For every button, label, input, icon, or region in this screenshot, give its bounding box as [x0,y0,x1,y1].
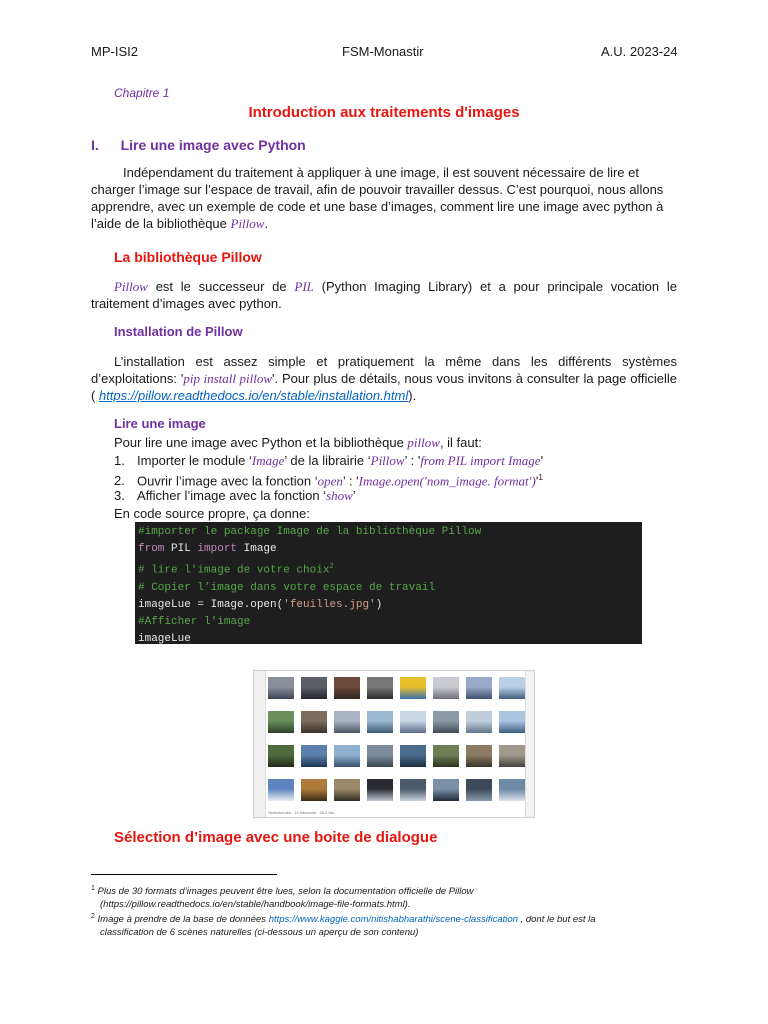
footnote-1-mark: 1 [91,885,95,892]
step-3 [114,487,356,504]
gallery-thumbnail [334,779,360,801]
gallery-thumbnail [400,677,426,699]
gallery-thumbnail [334,745,360,767]
pillow-desc-pil: PIL [294,279,314,294]
step-text: Ouvrir l’image avec la fonction ‘ [137,473,318,489]
footnote-2-text-end: , dont le but est la [517,914,596,926]
gallery-thumbnail [400,745,426,767]
pillow-heading: La bibliothèque Pillow [114,249,262,265]
footnote-ref-1: 1 [538,473,543,482]
gallery-thumbnail [367,779,393,801]
step-number: 1. [114,453,125,468]
gallery-thumbnail [466,745,492,767]
install-heading: Installation de Pillow [114,324,243,339]
step-text: ’ [352,488,356,503]
section-title: Lire une image avec Python [120,137,306,153]
gallery-thumbnail [466,779,492,801]
install-text2: '. Pour plus de détails, nous vous invitons à consulter la page officielle ( [91,371,678,403]
section-number: I. [91,137,99,153]
code-line-1: #importer le package Image de la bibliothèque Pillow [138,526,482,538]
step-function: open [317,473,343,489]
gallery-thumbnail [268,711,294,733]
gallery-thumbnail [268,779,294,801]
gallery-thumbnail [433,711,459,733]
gallery-thumbnail [301,677,327,699]
gallery-thumbnail [268,677,294,699]
pillow-desc-pillow: Pillow [114,279,148,294]
gallery-thumbnail [499,677,525,699]
gallery-thumbnail [499,711,525,733]
step-number: 2. [114,473,125,489]
code-string: 'feuilles.jpg' [283,598,376,611]
code-line-2 [138,541,642,558]
header-left: MP-ISI2 [91,44,138,59]
code-line-6: #Afficher l'image [138,616,251,629]
gallery-thumbnail [499,779,525,801]
pillow-desc-text1: est le successeur de [147,279,295,294]
section-heading [91,137,306,153]
gallery-thumbnail [334,677,360,699]
footnote-1-text: Plus de 30 formats d’images peuvent être lues, selon la documentation officielle de Pillow [97,886,474,898]
read-intro-pillow: pillow [407,435,440,450]
read-intro [114,434,482,451]
gallery-thumbnail [301,745,327,767]
header-center: FSM-Monastir [342,44,424,59]
footnote-2-mark: 2 [91,913,95,920]
code-text: imageLue = Image.open( [138,598,284,611]
gallery-thumbnail [433,779,459,801]
step-text: Afficher l’image avec la fonction ‘ [137,488,327,503]
selection-heading: Sélection d’image avec une boite de dialogue [114,829,438,846]
step-text: ’ : ' [342,473,359,489]
gallery-thumbnail [433,745,459,767]
image-gallery-screenshot [253,670,535,818]
footnote-2 [91,910,681,939]
step-text: Importer le module ‘ [137,453,252,468]
footnote-1-link[interactable]: (https://pillow.readthedocs.io/en/stable/handbook/image-file-formats.html). [100,899,411,911]
gallery-thumbnail [400,711,426,733]
code-line-4: # Copier l’image dans votre espace de travail [138,581,436,594]
intro-paragraph [91,164,677,232]
gallery-thumbnail [334,711,360,733]
code-line-5 [138,597,642,614]
intro-pillow: Pillow [230,216,265,231]
code-text: PIL [164,543,198,556]
step-code: from PIL import Image [420,453,541,468]
step-function: show [326,488,353,503]
footnote-2-text: Image à prendre de la base de données [97,914,269,926]
pillow-desc-text2: (Python Imaging Library) et a pour principale vocation le traitement d’images avec python. [91,279,677,311]
code-keyword: import [197,543,238,556]
install-link[interactable]: https://pillow.readthedocs.io/en/stable/installation.html [98,388,409,403]
gallery-status: Sélectionnés : 24 éléments · 26,2 Mo [268,810,335,815]
install-text1: L’installation est assez simple et pratiquement la même dans les différents systèmes d’exploitations: ' [91,354,677,386]
gallery-thumbnail [499,745,525,767]
code-comment: # lire l'image de votre choix [138,564,330,577]
install-text3: ). [408,388,417,403]
footnote-1 [91,882,681,911]
page-title-text: Introduction aux traitements d'images [248,104,520,121]
step-text: ’ de la librairie ‘ [284,453,371,468]
gallery-thumbnail [367,711,393,733]
code-line-3 [138,559,642,580]
gallery-scrollbar [525,671,534,817]
step-library: Pillow [370,453,405,468]
gallery-thumbnail [466,711,492,733]
code-line-7: imageLue [138,633,191,646]
code-intro: En code source propre, ça donne: [114,506,310,521]
gallery-thumbnail [466,677,492,699]
install-command: pip install pillow [183,371,273,386]
page-title [0,104,768,121]
gallery-thumbnail [433,677,459,699]
step-text: ' [540,453,544,468]
code-text: Image [237,543,277,556]
step-module: Image [251,453,285,468]
step-text: ’ : ' [404,453,421,468]
gallery-sidebar [254,671,266,817]
footnote-2-line2: classification de 6 scènes naturelles (ci-dessous un aperçu de son contenu) [100,927,419,939]
install-paragraph [91,353,677,404]
gallery-thumbnail [367,745,393,767]
intro-end: . [264,216,269,231]
gallery-thumbnail [301,711,327,733]
step-number: 3. [114,488,125,503]
read-intro-text2: , il faut: [439,435,482,450]
header-right: A.U. 2023-24 [601,44,678,59]
code-block [135,522,642,644]
gallery-thumbnail [301,779,327,801]
read-intro-text1: Pour lire une image avec Python et la bibliothèque [114,435,408,450]
footnote-2-link[interactable]: https://www.kaggle.com/nitishabharathi/scene-classification [268,914,518,926]
gallery-thumbnail [400,779,426,801]
footnote-ref-2: 2 [329,562,334,571]
pillow-description [91,278,677,312]
step-1 [114,452,543,469]
step-text: ' [535,473,539,489]
gallery-thumbnail [367,677,393,699]
read-heading: Lire une image [114,416,206,431]
footnote-separator [91,874,277,875]
intro-text: Indépendament du traitement à appliquer à une image, il est souvent nécessaire de lire et charger l’image sur l’espace de travail, afin de pouvoir travailler dessus. C’est pourquoi, nous allons apprendre, avec un exemple de code et une base d’images, comment lire une image avec python à l’aide de la bibliothèque [91,165,664,231]
step-code: Image.open(′nom_image. format′) [358,473,536,489]
code-keyword: from [138,543,165,556]
chapter-label: Chapitre 1 [114,86,170,100]
code-text: ) [375,598,383,611]
gallery-thumbnail [268,745,294,767]
